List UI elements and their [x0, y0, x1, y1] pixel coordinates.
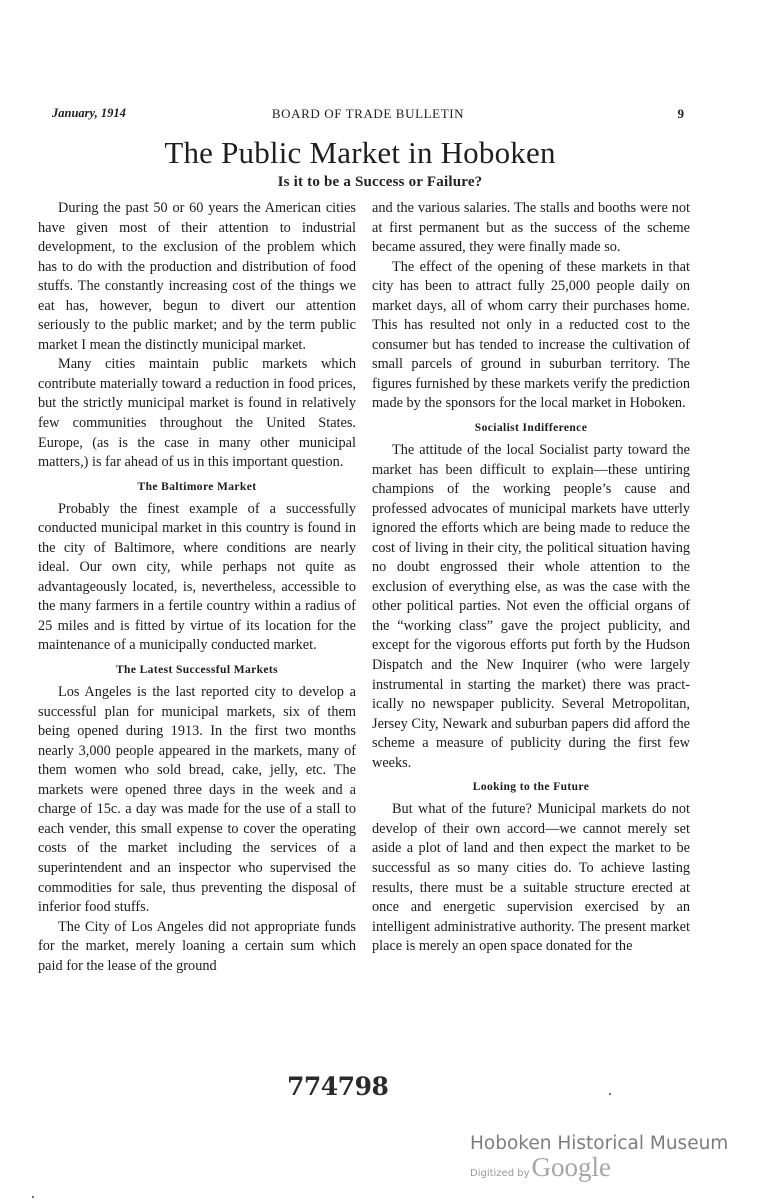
- watermark-digitized-by: Digitized by: [470, 1168, 530, 1179]
- google-logo-text: Google: [531, 1152, 611, 1182]
- paragraph: Los Angeles is the last reported city to develop a successful plan for municipal markets, six of them being opened during 1913. In the first two months nearly 3,000 people appeared in the markets, many of them women who sold bread, cake, jelly, etc. The markets were opened three days in the week and a charge of 15c. a day was made for the use of a stall to each vender, this small expense to cover the operating costs of the market including the services of a superintendent and an inspector who supervised the commodities for sale, thus preventing the disposal of inferior food stuffs.: [38, 684, 356, 916]
- paragraph: Probably the finest example of a successfully conducted municipal market in this country is found in the city of Baltimore, where conditions are nearly ideal. Our own city, while perhaps not quite as advantageously located, is, nevertheless, accessible to the many farmers in a fertile country within a radius of 25 miles and is fitted by virtue of its location for the maintenance of a municipally conducted market.: [38, 500, 356, 654]
- running-header: [38, 106, 698, 124]
- publication-title: BOARD OF TRADE BULLETIN: [271, 106, 465, 121]
- paragraph: The City of Los Angeles did not appropriate funds for the market, merely loaning a certain sum which paid for the lease of the ground: [38, 918, 356, 974]
- paragraph-continued: and the various salaries. The stalls and booths were not at first permanent but as the success of the scheme became assured, they were finally made so.: [372, 200, 690, 256]
- article-title: The Public Market in Hoboken: [164, 135, 556, 170]
- scan-speck: [32, 1196, 34, 1198]
- left-column: [38, 199, 356, 976]
- scan-speck: [609, 1093, 611, 1095]
- paragraph: The attitude of the local Socialist party toward the market has been difficult to explain—these untiring champions of the working people’s cause and professed advocates of municipal markets have utterly ignored the efforts which are being made to reduce the cost of living in their city, the political situation having no doubt engrossed their whole attention to the exclusion of everything else, as was the case with the other political parties. Not even the official organs of the “working class” gave the project publicity, and except for the vigorous efforts put forth by the Hudson Dispatch and the New Inquirer (who were largely instrumental in starting the market) there was practically no newspaper publicity. Several Metropolitan, Jersey City, Newark and suburban papers did afford the scheme a measure of publicity during the first few weeks.: [372, 442, 690, 771]
- accession-stamp: 774798: [287, 1072, 389, 1101]
- digitization-watermark: [470, 1133, 728, 1180]
- section-heading-socialist: Socialist Indifference: [474, 422, 588, 435]
- right-column: [372, 199, 690, 957]
- article-subtitle: Is it to be a Success or Failure?: [277, 174, 483, 190]
- issue-date: January, 1914: [52, 106, 126, 120]
- paragraph: But what of the future? Municipal markets do not develop of their own accord—we cannot merely set aside a plot of land and then expect the market to be successful as so many cities do. To achieve lasting results, there must be a suitable structure erected at once and energetic supervision exercised by an intelligent administrative authority. The present market place is merely an open space donated for the: [372, 801, 690, 955]
- page-number: 9: [677, 106, 684, 121]
- section-heading-baltimore: The Baltimore Market: [137, 480, 257, 493]
- watermark-institution: Hoboken Historical Museum: [470, 1133, 729, 1154]
- section-heading-latest-markets: The Latest Successful Markets: [115, 664, 279, 677]
- paragraph: During the past 50 or 60 years the American cities have given most of their attention to industrial development, to the exclusion of the problem which has to do with the production and distribution of food stuffs. The constantly increasing cost of the things we eat has, however, begun to divert our attention seriously to the public market; and by the term public market I mean the distinctly municipal market.: [38, 200, 356, 353]
- paragraph: Many cities maintain public markets which contribute materially toward a reduction in food prices, but the strictly municipal market is found in relatively few communities throughout the United States. Europe, (as is the case in many other municipal matters,) is far ahead of us in this important question.: [38, 356, 356, 471]
- watermark-digitized-line: [470, 1154, 728, 1180]
- paragraph: The effect of the opening of these markets in that city has been to attract fully 25,000 people daily on market days, all of whom carry their purchases home. This has resulted not only in a reducted cost to the consumer but has tended to increase the cultivation of small parcels of ground in suburban territory. The figures furnished by these markets verify the prediction made by the sponsors for the local market in Hoboken.: [372, 258, 690, 412]
- section-heading-future: Looking to the Future: [472, 781, 590, 794]
